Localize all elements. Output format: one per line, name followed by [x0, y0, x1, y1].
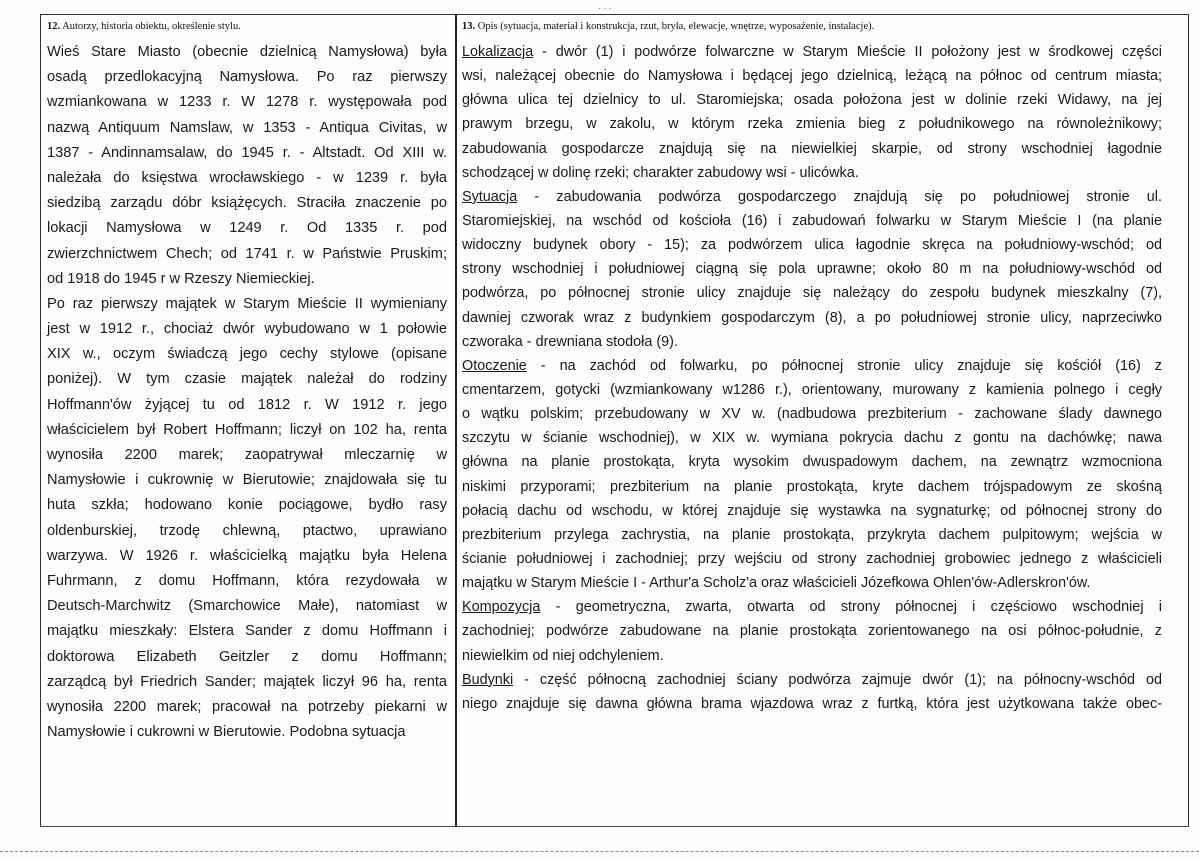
- description-line: [462, 475, 1162, 499]
- description-line-text: prezbiterium przylega zachrystia, na planie prostokąta, przykryta dachem pulpitowym; wejścia w: [462, 526, 1162, 543]
- description-line-text: zabudowania gospodarcze znajdują się na niewielkiej skarpie, od strony wschodniej łagodnie: [462, 140, 1162, 157]
- description-line: [462, 595, 1162, 619]
- history-line: Namysłowie i cukrowni w Bierutowie. Podobna sytuacja: [47, 724, 406, 741]
- description-line: [462, 112, 1162, 136]
- description-line: [462, 137, 1162, 161]
- frame-right-border: [1188, 14, 1189, 826]
- history-line: nazwą Antiquum Namslaw, w 1353 - Antiqua Civitas, w: [47, 119, 447, 136]
- history-line: oldenburskiej, trzodę chlewną, ptactwo, uprawiano: [47, 522, 447, 539]
- history-line: lokacji Namysłowa w 1249 r. Od 1335 r. pod: [47, 220, 447, 237]
- history-line: XIX w., oczym świadczą jego cechy stylowe (opisane: [47, 346, 447, 363]
- section-label: Kompozycja: [462, 599, 541, 616]
- description-line-text: - część północną zachodniej ściany podwórza zajmuje dwór (1); na północny-wschód od: [513, 671, 1162, 688]
- section-label: Sytuacja: [462, 188, 518, 205]
- description-line: [462, 281, 1162, 305]
- description-heading: [462, 20, 1162, 40]
- description-line-text: ścianie południowej i zachodniej; przy wejściu od strony zachodniej grobowiec jednego z właścicieli: [462, 550, 1162, 567]
- history-line: doktorowa Elizabeth Geitzler z domu Hoffmann;: [47, 648, 447, 665]
- description-line: [462, 619, 1162, 643]
- description-line: [462, 547, 1162, 571]
- history-line: należała do księstwa wrocławskiego - w 1239 r. była: [47, 169, 447, 186]
- history-line: wzmiankowana w 1233 r. W 1278 r. występowała pod: [47, 94, 447, 111]
- description-line-text: - dwór (1) i podwórze folwarczne w Starym Mieście II położony jest w środkowej części: [533, 44, 1162, 60]
- description-line-text: dawniej czworak wraz z budynkiem gospodarczym (8), a po południowej stronie ulicy, naprzeciwko: [462, 309, 1162, 326]
- history-line: Fuhrmann, z domu Hoffmann, która rezydowała w: [47, 572, 447, 589]
- description-line-text: połacią dachu od wschodu, w której znajduje się wystawka na sygnaturkę; od północnej strony do: [462, 502, 1162, 519]
- history-line: siedzibą zarządu dóbr książęcych. Straciła znaczenie po: [47, 195, 447, 212]
- description-line: [462, 233, 1162, 257]
- description-line-text: niewielkim od niej odchyleniem.: [462, 647, 664, 664]
- description-line: [462, 571, 1162, 595]
- description-line: [462, 499, 1162, 523]
- description-line-text: schodzącej w dolinę rzeki; charakter zabudowy wsi - ulicówka.: [462, 164, 859, 181]
- description-line-text: niskimi przyporami; prezbiterium na planie prostokąta, kryte dachem trójspadowym ze skośną: [462, 478, 1162, 495]
- history-line: zarządcą był Friedrich Sander; majątek liczył 96 ha, renta: [47, 673, 447, 690]
- history-line: poniżej). W tym czasie majątek należał do rodziny: [47, 371, 447, 388]
- history-line: zwierzchnictwem Chech; od 1741 r. w Państwie Pruskim;: [47, 245, 447, 262]
- description-line: [462, 209, 1162, 233]
- history-line: Wieś Stare Miasto (obecnie dzielnicą Namysłowa) była: [47, 44, 447, 60]
- description-line-text: majątku w Starym Mieście I - Arthur'a Scholz'a oraz właścicieli Józefkowa Ohlen'ów-Adlerskron'ów.: [462, 575, 1091, 592]
- description-line-text: Staromiejskiej, na wschód od kościoła (16) i zabudowań folwarku w Starym Mieście I (na planie: [462, 212, 1162, 229]
- history-line: wynosiła 2200 marek; zaopatrywał mleczarnię w: [47, 447, 447, 463]
- history-line: majątku mieszkały: Elstera Sander z domu Hoffmann i: [47, 623, 447, 640]
- history-line: wynosiła 2200 marek; pracował na potrzeby piekarni w: [47, 698, 447, 715]
- description-line: [462, 644, 1162, 668]
- description-line: [462, 354, 1162, 378]
- history-line: warzywa. W 1926 r. właścicielką majątku była Helena: [47, 547, 447, 564]
- description-line-text: o wątku polskim; przebudowany w XV w. (nadbudowa prezbiterium - zachowane ślady dawnego: [462, 406, 1162, 423]
- history-line: Po raz pierwszy majątek w Starym Mieście II wymieniany: [47, 295, 447, 312]
- description-text: [462, 40, 1162, 716]
- description-line-text: główna na planie prostokąta, kryta wysokim dwuspadowym dachem, na zewnątrz wzmocniona: [462, 454, 1162, 471]
- description-line: [462, 426, 1162, 450]
- history-column: [47, 20, 447, 745]
- description-line-text: - zabudowania podwórza gospodarczego znajdują się po południowej stronie ul.: [517, 188, 1162, 205]
- description-line-text: główna ulica tej dzielnicy to ul. Staromiejska; osada położona jest w dolinie rzeki Widawy, na jej: [462, 92, 1162, 109]
- frame-top-border: [40, 14, 1189, 15]
- description-line: [462, 185, 1162, 209]
- description-heading-number: 13.: [462, 21, 476, 32]
- history-heading: [47, 20, 447, 40]
- description-line: [462, 668, 1162, 692]
- description-line: [462, 378, 1162, 402]
- frame-left-border: [40, 14, 41, 826]
- description-line-text: widoczny budynek obory - 15); za podwórzem ulica łagodnie skręca na południowy-wschód; od: [462, 237, 1162, 254]
- history-heading-text: Autorzy, historia obiektu, określenie stylu.: [62, 21, 241, 32]
- description-line-text: podwórza, po północnej stronie ulicy znajduje się należący do zespołu budynek mieszkalny (7),: [462, 285, 1162, 302]
- history-text: [47, 40, 447, 745]
- description-line-text: zachodniej; podwórze zabudowane na planie prostokąta zorientowanego na osi północ-południe, z: [462, 623, 1162, 640]
- history-line: od 1918 do 1945 r w Rzeszy Niemieckiej.: [47, 270, 315, 287]
- description-heading-text: Opis (sytuacja, materiał i konstrukcja, rzut, bryła, elewacje, wnętrze, wyposażenie, instalacje).: [477, 21, 875, 32]
- description-column: [462, 20, 1162, 716]
- history-line: jest w 1912 r., chociaż dwór wybudowano w 1 połowie: [47, 321, 447, 338]
- history-line: Namysłowie i cukrownię w Bierutowie; znajdowała się tu: [47, 472, 447, 489]
- description-line: [462, 88, 1162, 112]
- description-line-text: wsi, należącej obecnie do Namysłowa i będącej jego dzielnicą, leżącą na północ od centrum miasta;: [462, 68, 1162, 85]
- scan-edge-line: [0, 851, 1199, 852]
- description-line-text: szczytu w ścianie wschodniej), w XIX w. wymiana pokrycia dachu z gontu na dachówkę; nawa: [462, 430, 1162, 447]
- description-line-text: niego znajduje się dawna główna brama wjazdowa wraz z furtką, która jest użytkowana także obec-: [462, 695, 1162, 712]
- frame-bottom-border: [40, 826, 1189, 827]
- section-label: Budynki: [462, 671, 514, 688]
- description-line-text: czworaka - drewniana stodoła (9).: [462, 333, 678, 350]
- description-line: [462, 161, 1162, 185]
- description-line: [462, 523, 1162, 547]
- description-line-text: - geometryczna, zwarta, otwarta od strony północnej i częściowo wschodniej i: [540, 599, 1162, 616]
- description-line: [462, 257, 1162, 281]
- description-line: [462, 450, 1162, 474]
- description-line: [462, 330, 1162, 354]
- description-line-text: prawym brzegu, w zakolu, w którym rzeka zmienia bieg z południkowego na równoleżnikowy;: [462, 116, 1162, 133]
- history-line: właścicielem był Robert Hoffmann; liczył on 102 ha, renta: [47, 421, 447, 438]
- history-line: Hoffmann'ów żyjącej tu od 1812 r. W 1912 r. jego: [47, 396, 447, 413]
- history-line: 1387 - Andinnamsalaw, do 1945 r. - Altstadt. Od XIII w.: [47, 144, 447, 161]
- description-line-text: cmentarzem, gotycki (wzmiankowany w1286 r.), orientowany, murowany z kamienia polnego i cegły: [462, 381, 1162, 398]
- history-line: Deutsch-Marchwitz (Smarchowice Małe), natomiast w: [47, 598, 447, 615]
- scan-marks: ···: [598, 3, 614, 14]
- description-line: [462, 402, 1162, 426]
- description-line: [462, 64, 1162, 88]
- description-line-text: - na zachód od folwarku, po północnej stronie ulicy znajduje się kościół (16) z: [526, 357, 1162, 374]
- history-line: huta szkła; hodowano konie pociągowe, bydło rasy: [47, 497, 447, 514]
- column-divider: [455, 14, 457, 826]
- description-line-text: strony wschodniej i południowej ciągną się pola uprawne; około 80 m na południowy-wschód od: [462, 261, 1162, 278]
- history-heading-number: 12.: [47, 21, 61, 32]
- description-line: [462, 306, 1162, 330]
- description-line: [462, 40, 1162, 64]
- history-line: osadą przedlokacyjną Namysłowa. Po raz pierwszy: [47, 69, 447, 86]
- description-line: [462, 692, 1162, 716]
- section-label: Otoczenie: [462, 357, 527, 374]
- section-label: Lokalizacja: [462, 44, 534, 60]
